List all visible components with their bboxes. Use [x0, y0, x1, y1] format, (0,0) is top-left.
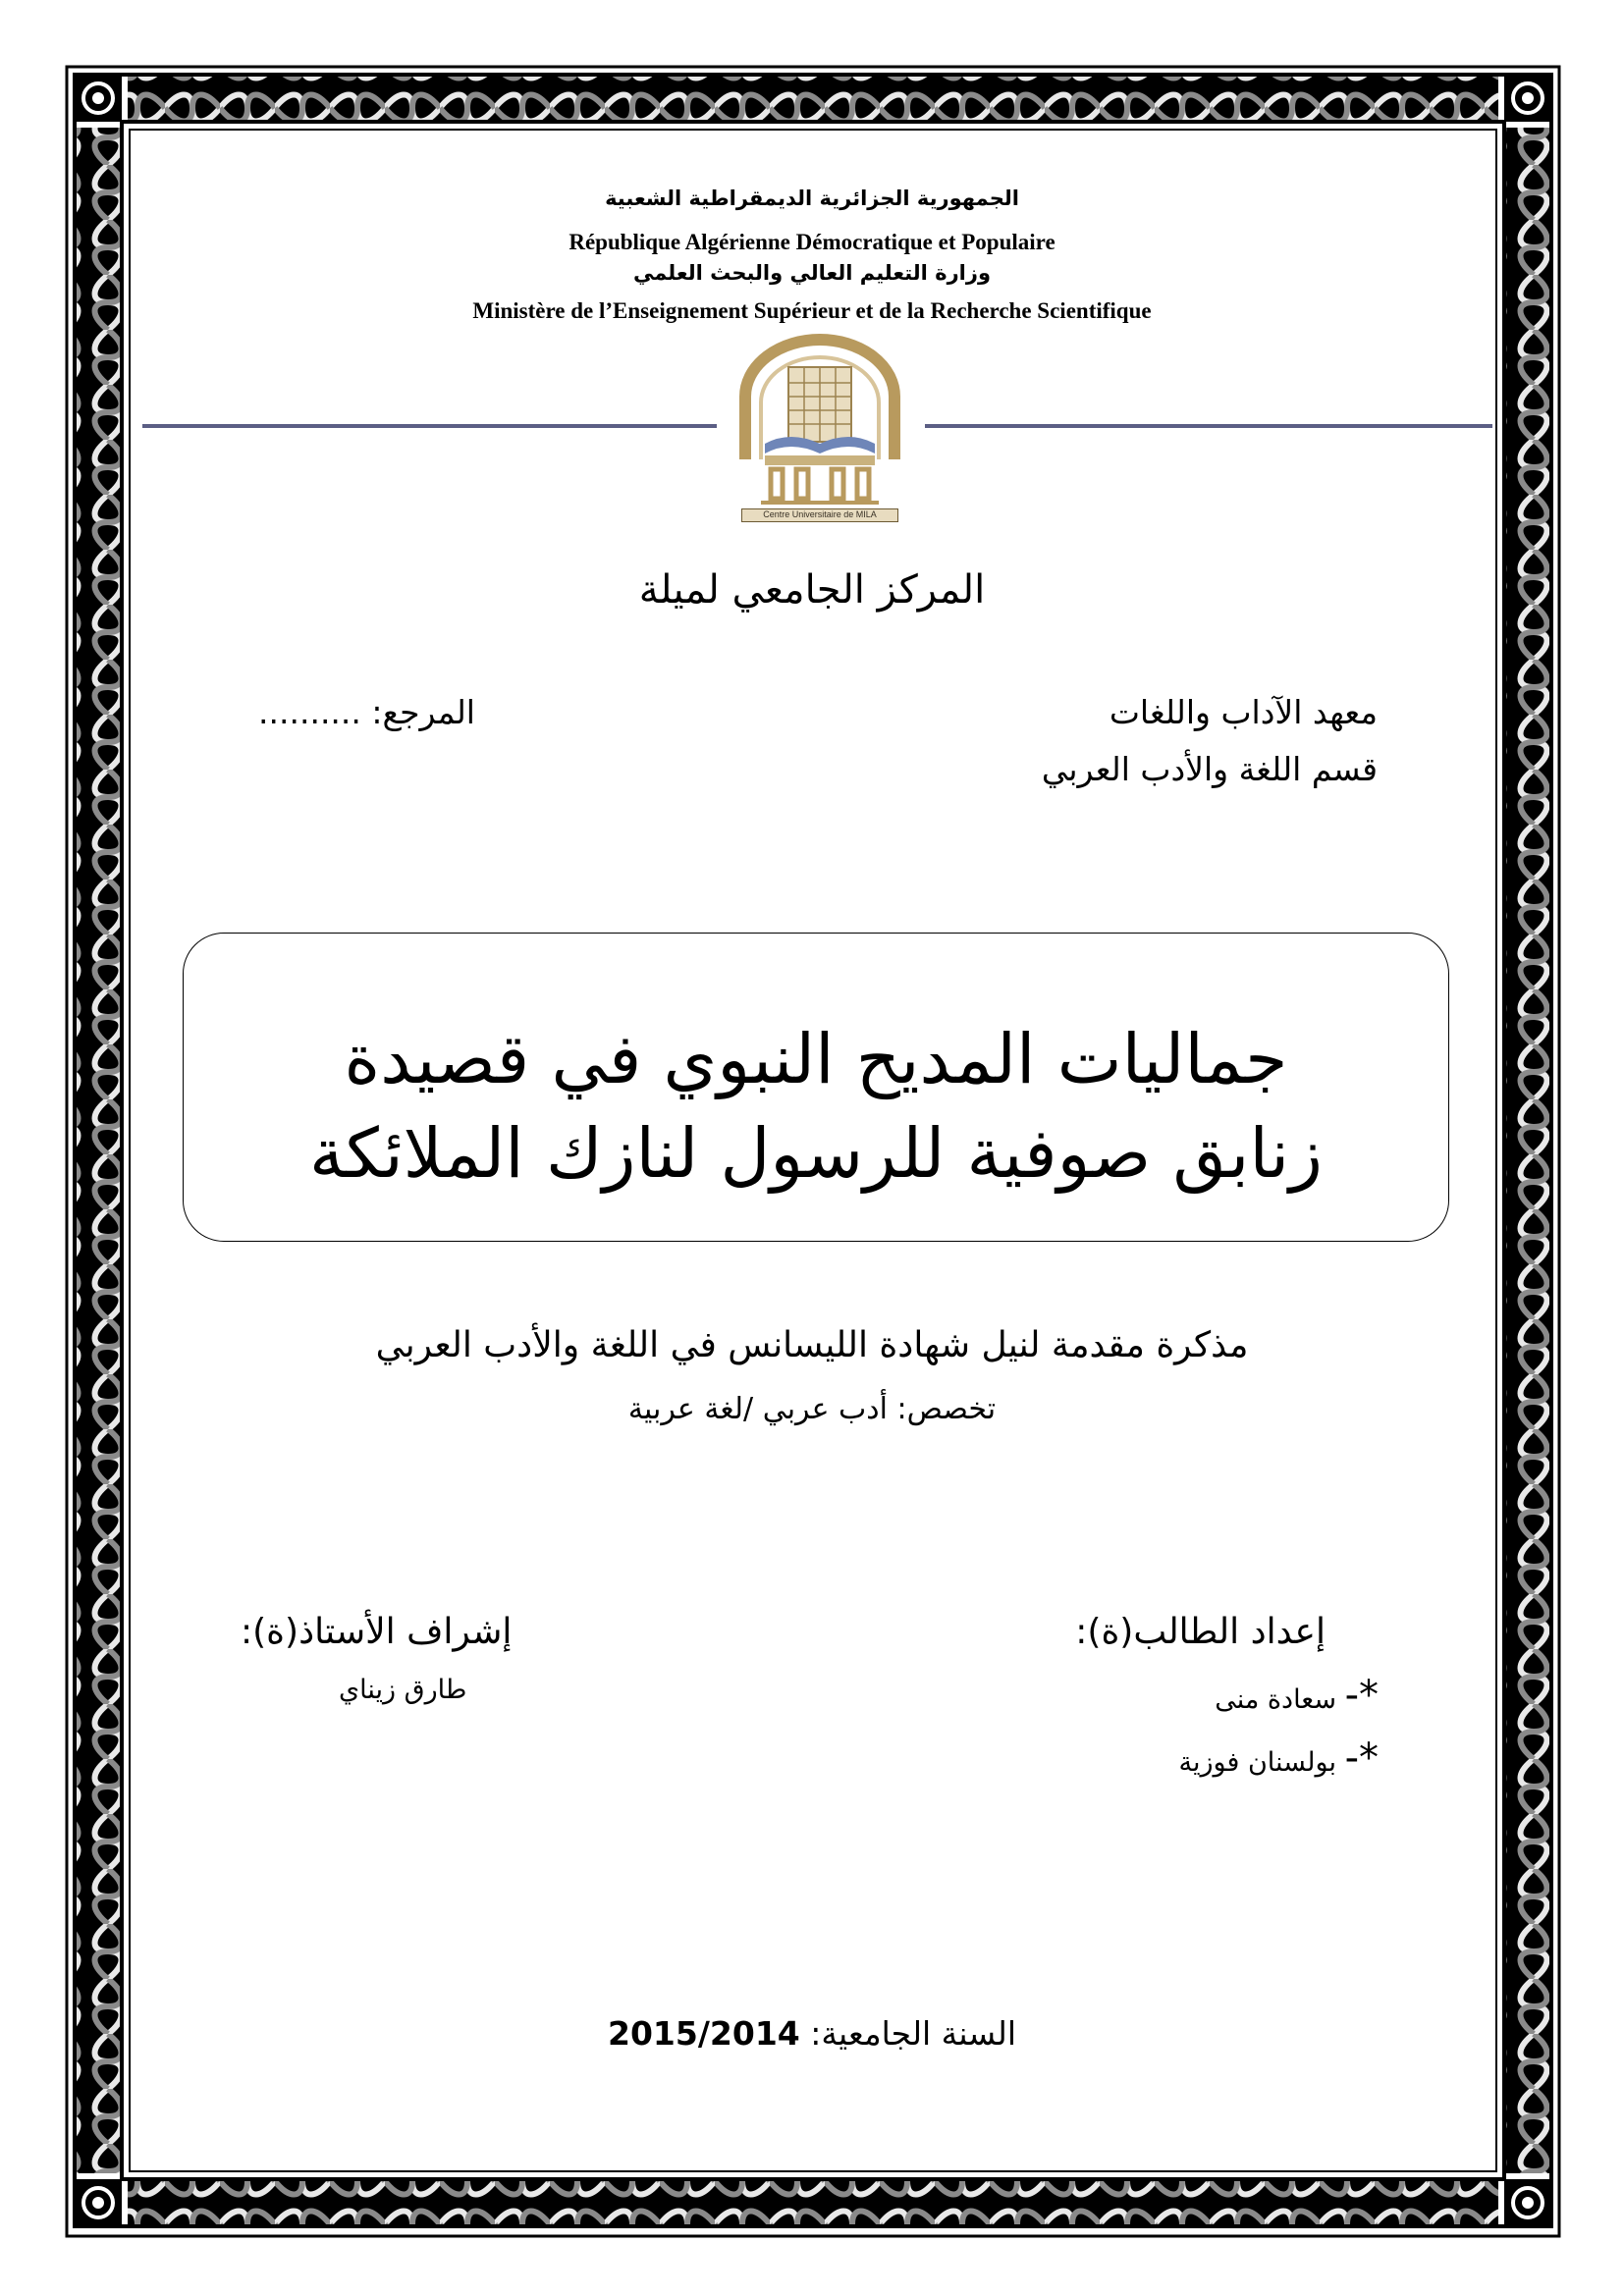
ministry-name-french: Ministère de l’Enseignement Supérieur et de la Recherche Scientifique [472, 298, 1152, 323]
ministry-name-arabic: وزارة التعليم العالي والبحث العلمي [632, 261, 992, 285]
supervisor-name: طارق زيناي [339, 1675, 467, 1705]
supervisor-label: إشراف الأستاذ(ة): [241, 1612, 513, 1652]
department-name: قسم اللغة والأدب العربي [1041, 750, 1378, 788]
academic-year-label: السنة الجامعية: [810, 2014, 1016, 2053]
thesis-title-line-1: جماليات المديح النبوي في قصيدة [344, 1019, 1288, 1099]
institution-name: المركز الجامعي لميلة [638, 567, 986, 613]
university-building-logo-icon [731, 334, 908, 510]
student-bullet: *- [1344, 1735, 1379, 1781]
institute-name: معهد الآداب واللغات [1109, 693, 1378, 731]
student-item [1179, 1735, 1379, 1781]
specialization: تخصص: أدب عربي /لغة عربية [627, 1392, 997, 1426]
thesis-title-line-2: زنابق صوفية للرسول لنازك الملائكة [309, 1113, 1323, 1194]
academic-year-value: 2015/2014 [608, 2014, 800, 2053]
university-logo [731, 334, 908, 525]
header-rule-left [142, 424, 717, 428]
student-item [1215, 1673, 1379, 1718]
republic-name-french: République Algérienne Démocratique et Populaire [568, 230, 1056, 254]
student-name: بولسنان فوزية [1178, 1747, 1336, 1778]
corner-ornament-top-right [1504, 75, 1551, 122]
header-rule-right [925, 424, 1492, 428]
students-label: إعداد الطالب(ة): [1075, 1612, 1326, 1652]
logo-caption: Centre Universitaire de MILA [741, 508, 898, 522]
degree-statement: مذكرة مقدمة لنيل شهادة الليسانس في اللغة والأدب العربي [375, 1325, 1249, 1365]
reference-field: المرجع: .......... [258, 693, 475, 731]
academic-year [0, 2014, 1624, 2053]
corner-ornament-bottom-left [75, 2179, 122, 2226]
corner-ornament-top-left [75, 75, 122, 122]
republic-name-arabic: الجمهورية الجزائرية الديمقراطية الشعبية [605, 187, 1019, 210]
student-bullet: *- [1344, 1673, 1379, 1718]
corner-ornament-bottom-right [1504, 2179, 1551, 2226]
student-name: سعادة منى [1215, 1684, 1336, 1715]
